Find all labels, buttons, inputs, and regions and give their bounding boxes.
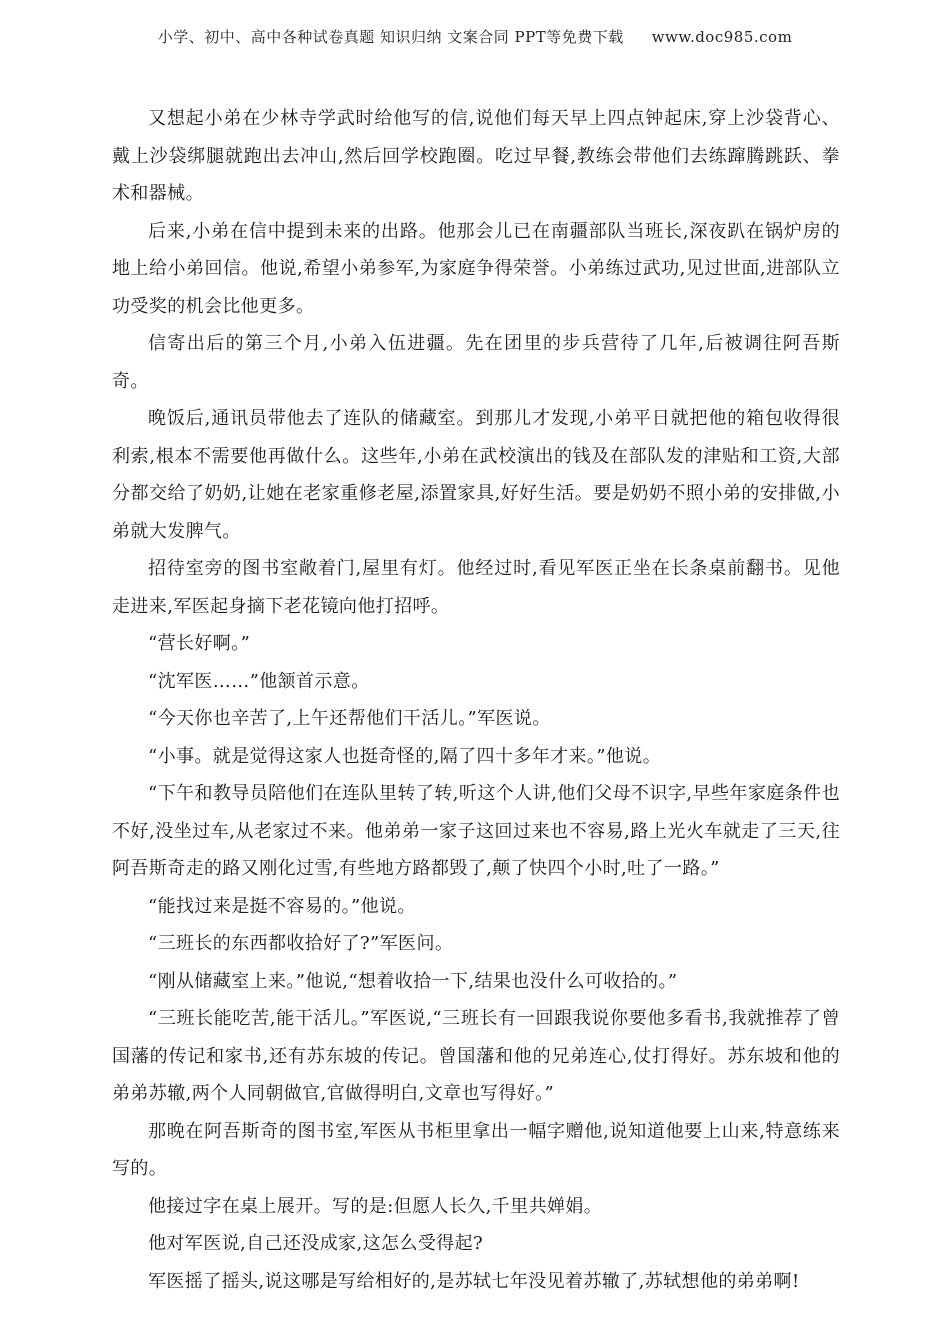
header-text: 小学、初中、高中各种试卷真题 知识归纳 文案合同 PPT等免费下载 [157,28,624,46]
dialogue-line: “三班长能吃苦,能干活儿。”军医说,“三班长有一回跟我说你要他多看书,我就推荐了曾国藩的传记和家书,还有苏东坡的传记。曾国藩和他的兄弟连心,仗打得好。苏东坡和他的弟弟苏辙,两个人同朝做官,官做得明白,文章也写得好。” [112,1008,840,1104]
paragraph: 他对军医说,自己还没成家,这怎么受得起? [148,1233,484,1254]
article-body [112,100,840,1300]
header-site-link[interactable]: www.doc985.com [651,28,793,46]
paragraph: 后来,小弟在信中提到未来的出路。他那会儿已在南疆部队当班长,深夜趴在锅炉房的地上给小弟回信。他说,希望小弟参军,为家庭争得荣誉。小弟练过武功,见过世面,进部队立功受奖的机会比他更多。 [112,220,840,317]
dialogue-line: “三班长的东西都收拾好了?”军医问。 [148,933,454,954]
dialogue-line: “能找过来是挺不容易的。”他说。 [148,895,416,917]
paragraph: 军医摇了摇头,说这哪是写给相好的,是苏轼七年没见着苏辙了,苏轼想他的弟弟啊! [148,1270,800,1292]
dialogue-line: “下午和教导员陪他们在连队里转了转,听这个人讲,他们父母不识字,早些年家庭条件也不好,没坐过车,从老家过不来。他弟弟一家子这回过来也不容易,路上光火车就走了三天,往阿吾斯奇走的路又刚化过雪,有些地方路都毁了,颠了快四个小时,吐了一路。” [112,783,840,879]
paragraph: 他接过字在桌上展开。写的是:但愿人长久,千里共婵娟。 [148,1195,603,1217]
dialogue-line: “刚从储藏室上来。”他说,“想着收拾一下,结果也没什么可收拾的。” [148,970,678,992]
paragraph: 招待室旁的图书室敞着门,屋里有灯。他经过时,看见军医正坐在长条桌前翻书。见他走进来,军医起身摘下老花镜向他打招呼。 [112,558,840,617]
dialogue-line: “营长好啊。” [148,633,251,654]
paragraph: 信寄出后的第三个月,小弟入伍进疆。先在团里的步兵营待了几年,后被调往阿吾斯奇。 [112,333,840,392]
dialogue-line: “沈军医……”他颔首示意。 [148,670,370,692]
paragraph: 那晚在阿吾斯奇的图书室,军医从书柜里拿出一幅字赠他,说知道他要上山来,特意练来写的。 [112,1120,840,1179]
paragraph: 又想起小弟在少林寺学武时给他写的信,说他们每天早上四点钟起床,穿上沙袋背心、戴上沙袋绑腿就跑出去冲山,然后回学校跑圈。吃过早餐,教练会带他们去练蹿腾跳跃、拳术和器械。 [112,108,840,204]
dialogue-line: “今天你也辛苦了,上午还帮他们干活儿。”军医说。 [148,708,551,729]
paragraph: 晚饭后,通讯员带他去了连队的储藏室。到那儿才发现,小弟平日就把他的箱包收得很利索,根本不需要他再做什么。这些年,小弟在武校演出的钱及在部队发的津贴和工资,大部分都交给了奶奶,让她在老家重修老屋,添置家具,好好生活。要是奶奶不照小弟的安排做,小弟就大发脾气。 [112,408,840,542]
page-header [0,26,950,47]
dialogue-line: “小事。就是觉得这家人也挺奇怪的,隔了四十多年才来。”他说。 [148,745,662,767]
